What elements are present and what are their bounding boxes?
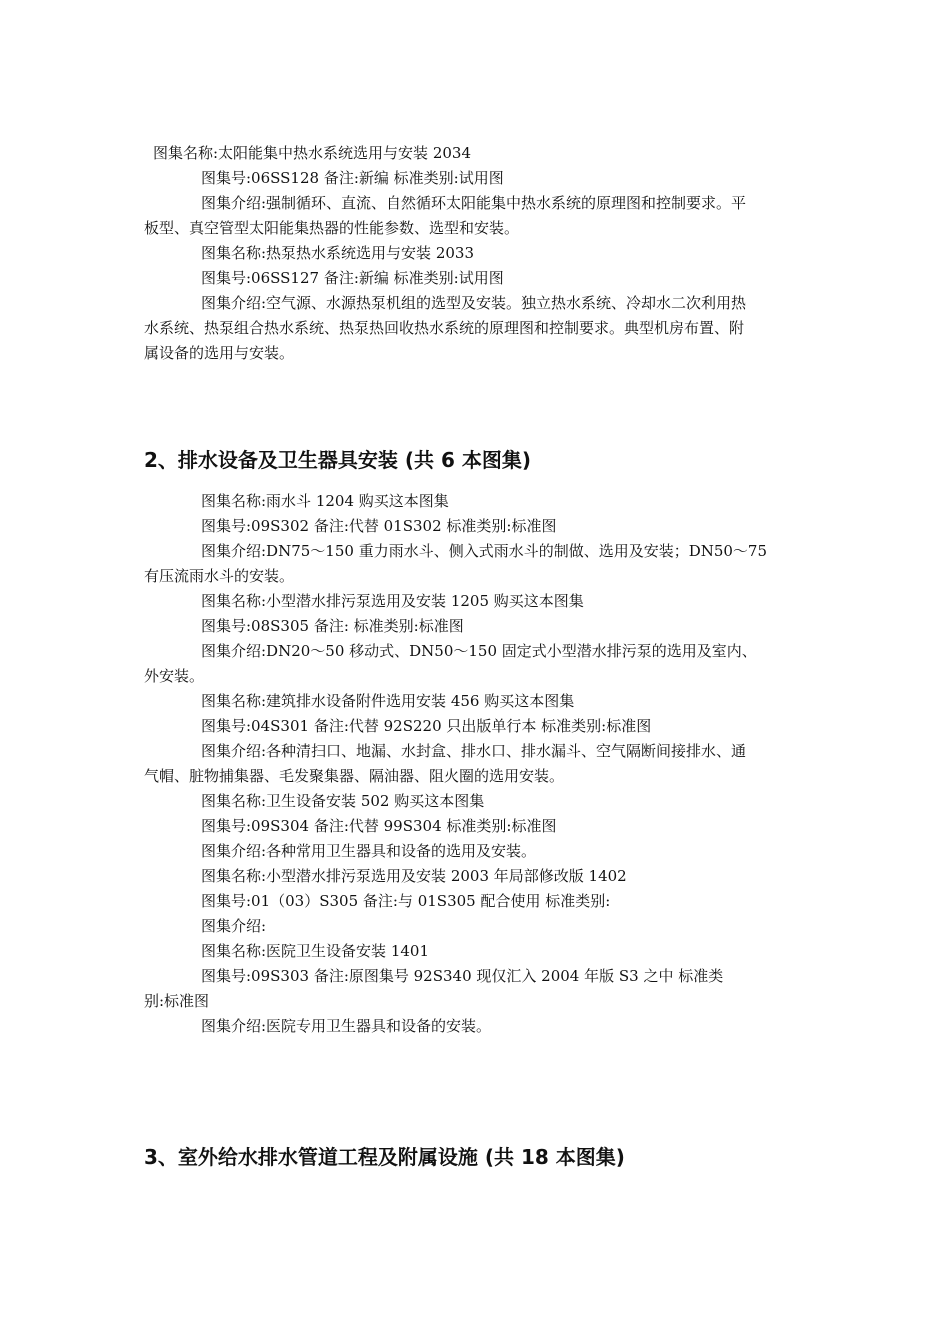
atlas-number-line: 图集号:09S302 备注:代替 01S302 标准类别:标准图 [201,517,557,535]
atlas-intro-line: 图集介绍:DN75～150 重力雨水斗、侧入式雨水斗的制做、选用及安装；DN50～75 [201,542,768,560]
atlas-name-line: 图集名称:小型潜水排污泵选用及安装 2003 年局部修改版 1402 [201,867,627,885]
atlas-intro-continuation: 板型、真空管型太阳能集热器的性能参数、选型和安装。 [144,219,520,237]
atlas-number-line: 图集号:04S301 备注:代替 92S220 只出版单行本 标准类别:标准图 [201,717,652,735]
atlas-intro-line: 图集介绍:空气源、水源热泵机组的选型及安装。独立热水系统、冷却水二次利用热 [201,294,747,312]
atlas-name-line: 图集名称:热泵热水系统选用与安装 2033 [201,244,474,262]
atlas-name-line: 图集名称:卫生设备安装 502 购买这本图集 [201,792,485,810]
atlas-number-line: 图集号:08S305 备注: 标准类别:标准图 [201,617,464,635]
section-heading: 3、室外给水排水管道工程及附属设施 (共 18 本图集) [144,1145,625,1169]
atlas-number-line: 图集号:01（03）S305 备注:与 01S305 配合使用 标准类别: [201,892,611,910]
atlas-name-line: 图集名称:建筑排水设备附件选用安装 456 购买这本图集 [201,692,575,710]
atlas-number-line: 图集号:06SS128 备注:新编 标准类别:试用图 [201,169,504,187]
atlas-intro-continuation: 属设备的选用与安装。 [144,344,295,362]
atlas-name-line: 图集名称:医院卫生设备安装 1401 [201,942,429,960]
section-heading: 2、排水设备及卫生器具安装 (共 6 本图集) [144,448,532,472]
atlas-intro-line: 图集介绍:医院专用卫生器具和设备的安装。 [201,1017,492,1035]
atlas-number-line: 图集号:09S303 备注:原图集号 92S340 现仅汇入 2004 年版 S3 之中 标准类 [201,967,724,985]
atlas-intro-line: 图集介绍:各种清扫口、地漏、水封盒、排水口、排水漏斗、空气隔断间接排水、通 [201,742,747,760]
atlas-intro-continuation: 气帽、脏物捕集器、毛发聚集器、隔油器、阻火圈的选用安装。 [144,767,565,785]
atlas-intro-line: 图集介绍:各种常用卫生器具和设备的选用及安装。 [201,842,537,860]
atlas-intro-continuation: 外安装。 [144,667,205,685]
atlas-number-line: 图集号:09S304 备注:代替 99S304 标准类别:标准图 [201,817,557,835]
atlas-name-line: 图集名称:小型潜水排污泵选用及安装 1205 购买这本图集 [201,592,584,610]
atlas-name-line: 图集名称:雨水斗 1204 购买这本图集 [201,492,449,510]
atlas-intro-line: 图集介绍:DN20～50 移动式、DN50～150 固定式小型潜水排污泵的选用及室内、 [201,642,757,660]
atlas-intro-line: 图集介绍: [201,917,267,935]
atlas-intro-continuation: 水系统、热泵组合热水系统、热泵热回收热水系统的原理图和控制要求。典型机房布置、附 [144,319,745,337]
atlas-intro-continuation: 有压流雨水斗的安装。 [144,567,295,585]
atlas-intro-line: 图集介绍:强制循环、直流、自然循环太阳能集中热水系统的原理图和控制要求。平 [201,194,747,212]
atlas-name-line: 图集名称:太阳能集中热水系统选用与安装 2034 [153,144,471,162]
atlas-number-line: 图集号:06SS127 备注:新编 标准类别:试用图 [201,269,504,287]
atlas-number-continuation: 别:标准图 [144,992,210,1010]
